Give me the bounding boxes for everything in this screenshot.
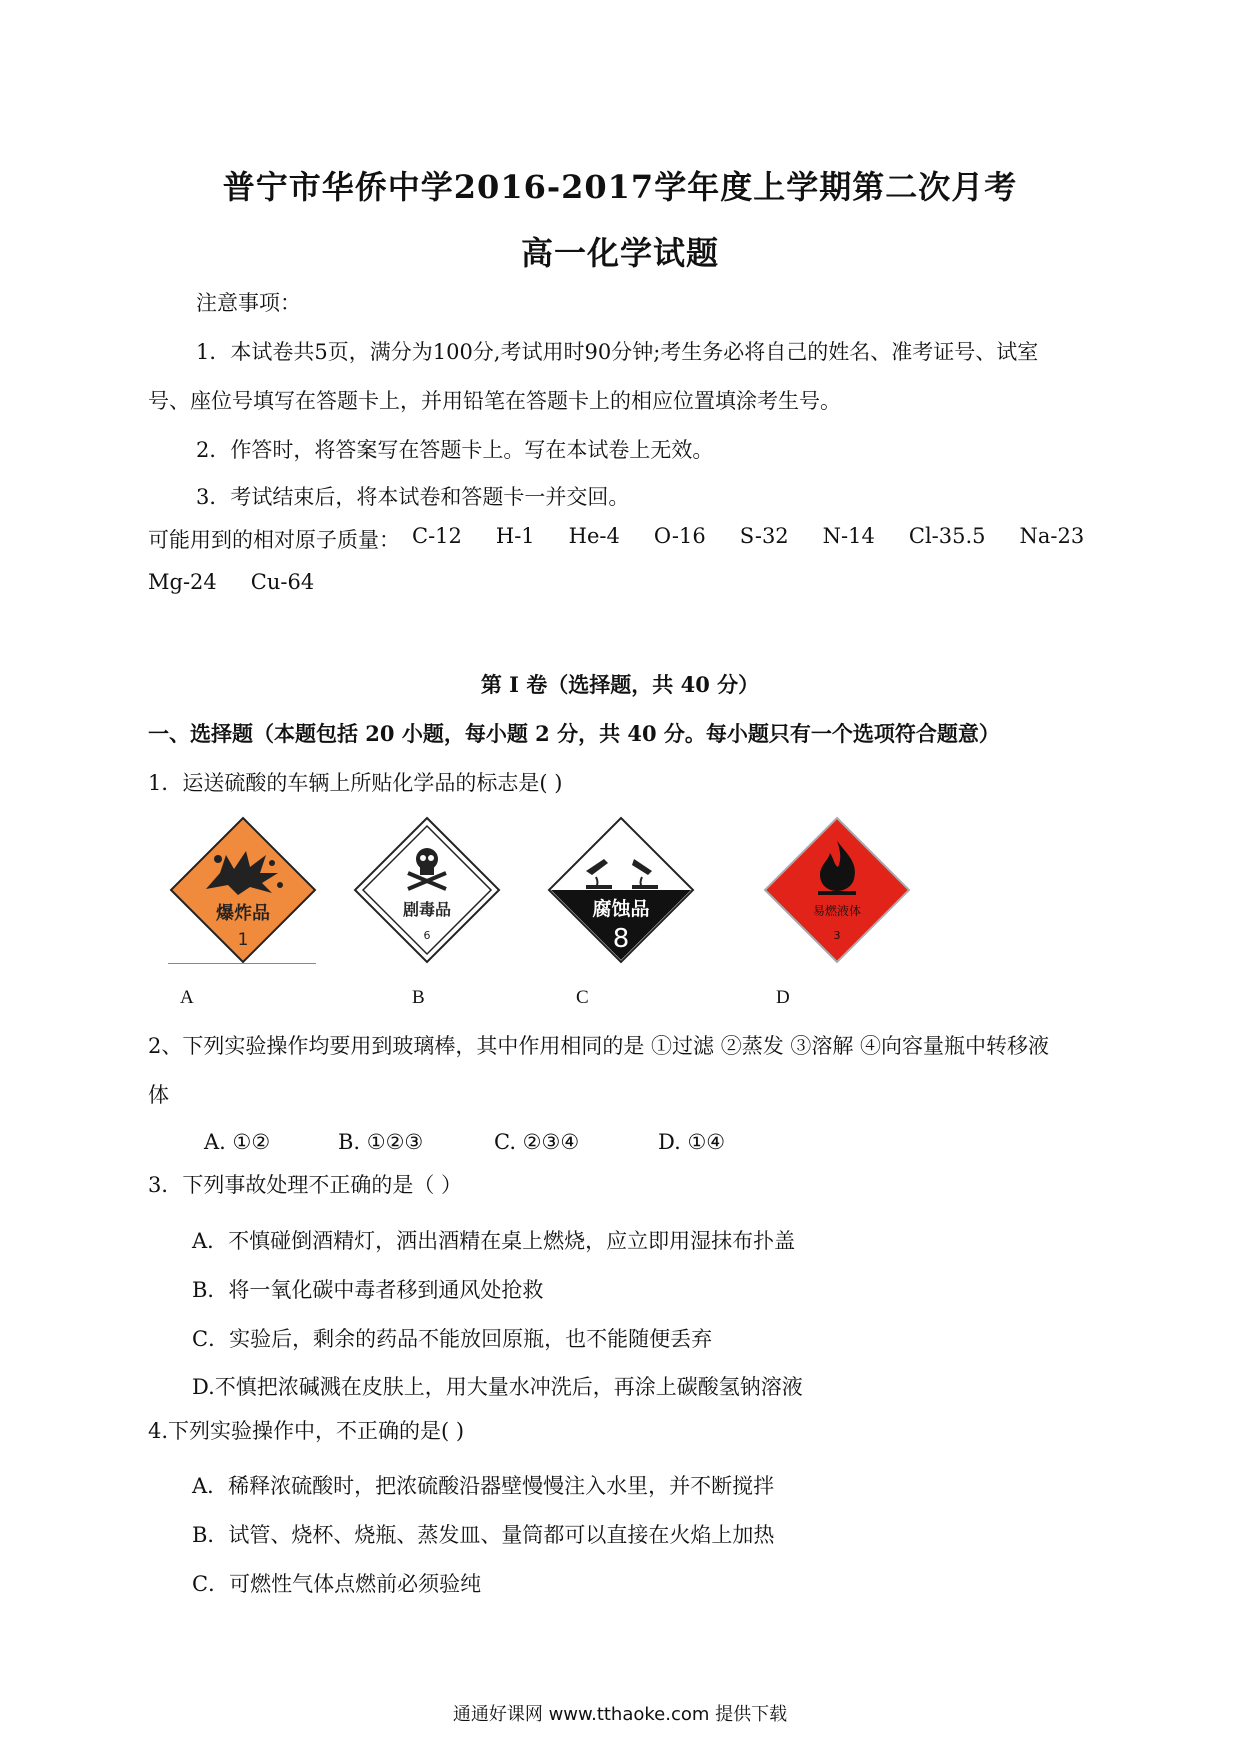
option-label-b: B (412, 987, 425, 1008)
exam-title: 普宁市华侨中学2016-2017学年度上学期第二次月考 (222, 168, 1018, 206)
section-title: 第 I 卷（选择题，共 40 分） (480, 672, 760, 697)
hazard-sign-explosive (168, 815, 318, 965)
note-item-1-line-1: 1．本试卷共5页，满分为100分,考试用时90分钟;考生务必将自己的姓名、准考证号、试室 (196, 340, 1039, 364)
atomic-mass-value: N-14 (822, 524, 875, 548)
atomic-mass-value: S-32 (739, 524, 789, 548)
sign-text: 易燃液体 (812, 904, 862, 918)
hazard-sign-flammable (762, 815, 912, 965)
q3-option-c: C．实验后，剩余的药品不能放回原瓶，也不能随便丢弃 (192, 1327, 713, 1351)
q2-option-b: B. ①②③ (338, 1130, 424, 1154)
q3-option-b: B．将一氧化碳中毒者移到通风处抢救 (192, 1278, 544, 1302)
hazard-sign-toxic (352, 815, 502, 965)
question-2-options (204, 1130, 725, 1154)
note-item-1-line-2: 号、座位号填写在答题卡上，并用铅笔在答题卡上的相应位置填涂考生号。 (148, 389, 841, 413)
q4-option-b: B．试管、烧杯、烧瓶、蒸发皿、量筒都可以直接在火焰上加热 (192, 1523, 775, 1547)
q3-option-a: A．不慎碰倒酒精灯，洒出酒精在桌上燃烧，应立即用湿抹布扑盖 (192, 1229, 796, 1253)
option-label-c: C (576, 987, 589, 1008)
q2-option-d: D. ①④ (658, 1130, 726, 1154)
sign-underline (168, 963, 316, 964)
atomic-mass-value: Cl-35.5 (908, 524, 986, 548)
note-item-3: 3．考试结束后，将本试卷和答题卡一并交回。 (196, 485, 630, 509)
atomic-mass-value: Na-23 (1019, 524, 1085, 548)
sign-text: 剧毒品 (402, 900, 452, 919)
sign-number: 1 (237, 930, 249, 950)
sign-text: 腐蚀品 (592, 898, 650, 920)
page-footer: 通通好课网 www.tthaoke.com 提供下载 (452, 1704, 788, 1725)
q2-option-c: C. ②③④ (494, 1130, 580, 1154)
q4-option-c: C．可燃性气体点燃前必须验纯 (192, 1572, 482, 1596)
section-instruction: 一、选择题（本题包括 20 小题，每小题 2 分，共 40 分。每小题只有一个选项符合题意） (148, 721, 1000, 746)
option-label-d: D (776, 987, 790, 1008)
option-label-a: A (180, 987, 194, 1008)
atomic-masses-lead: 可能用到的相对原子质量： (148, 528, 400, 552)
atomic-mass-value: H-1 (495, 524, 535, 548)
atomic-mass-value: C-12 (412, 524, 462, 548)
note-item-2: 2．作答时，将答案写在答题卡上。写在本试卷上无效。 (196, 438, 714, 462)
question-3-stem: 3．下列事故处理不正确的是（ ） (148, 1173, 463, 1197)
question-2-stem-line-2: 体 (148, 1083, 169, 1107)
notes-heading: 注意事项： (196, 291, 301, 315)
sign-number: 6 (423, 929, 431, 942)
atomic-mass-value: Mg-24 (148, 570, 217, 594)
sign-number: 8 (612, 924, 630, 954)
atomic-masses (148, 524, 1098, 594)
exam-subtitle: 高一化学试题 (520, 234, 719, 272)
question-4-stem: 4.下列实验操作中，不正确的是( ) (148, 1419, 465, 1443)
q3-option-d: D.不慎把浓碱溅在皮肤上，用大量水冲洗后，再涂上碳酸氢钠溶液 (192, 1375, 803, 1399)
sign-text: 爆炸品 (216, 903, 270, 924)
question-2-stem-line-1: 2、下列实验操作均要用到玻璃棒，其中作用相同的是 ①过滤 ②蒸发 ③溶解 ④向容量瓶中转移液 (148, 1034, 1050, 1058)
atomic-mass-value: O-16 (653, 524, 706, 548)
q2-option-a: A. ①② (204, 1130, 271, 1154)
hazard-sign-corrosive (546, 815, 696, 965)
atomic-mass-value: He-4 (568, 524, 620, 548)
q4-option-a: A．稀释浓硫酸时，把浓硫酸沿器壁慢慢注入水里，并不断搅拌 (192, 1474, 775, 1498)
sign-number: 3 (833, 929, 841, 942)
question-1-stem: 1．运送硫酸的车辆上所贴化学品的标志是( ) (148, 771, 563, 795)
atomic-mass-value: Cu-64 (250, 570, 315, 594)
